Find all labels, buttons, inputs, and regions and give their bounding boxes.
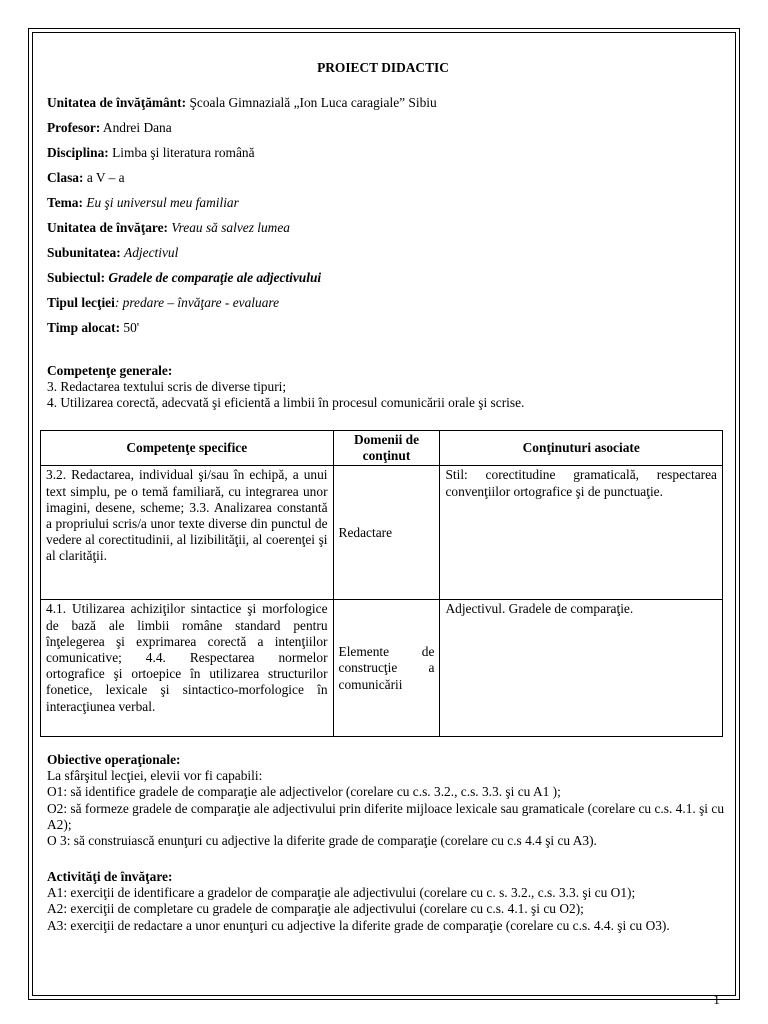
- field-subiectul: Subiectul: Gradele de comparaţie ale adjectivului: [47, 270, 322, 285]
- table-header-row: [41, 431, 723, 466]
- table-header-continuturi: Conţinuturi asociate: [440, 431, 723, 466]
- obiective-operationale: Obiective operaţionale: La sfârşitul lecţiei, elevii vor fi capabili: O1: să identifice gradele de comparaţie ale adjectivelor (corelare cu c.s. 3.2., c.s. 3.3. şi cu A1 ); O2: să formeze gradele de comparaţie ale adjectivului prin diferite mijloace lexicale sau gramaticale (corelare cu c.s. 4.1. şi cu A2); O 3: să construiască enunţuri cu adjective la diferite grade de comparaţie (corelare cu c.s 4.4 şi cu A3).: [47, 752, 725, 849]
- table-header-domenii: Domenii de conţinut: [333, 431, 440, 466]
- field-timp: Timp alocat: 50': [47, 320, 140, 335]
- table-cell-domeniu: Redactare: [333, 466, 440, 600]
- field-profesor: Profesor: Andrei Dana: [47, 120, 172, 135]
- table-cell-competente: 4.1. Utilizarea achiziţilor sintactice şi morfologice de bază ale limbii române standard pentru înţelegerea şi exprimarea corectă a intenţiilor comunicative; 4.4. Respectarea normelor ortografice şi ortoepice în utilizarea structurilor fonetice, lexicale şi sintactico-morfologice în interacţiunea verbal.: [41, 600, 334, 737]
- table-cell-continuturi: Stil: corectitudine gramaticală, respectarea convenţiilor ortografice şi de punctuaţie.: [440, 466, 723, 600]
- table-row: [41, 600, 723, 737]
- field-unitatea: Unitatea de învăţământ: Şcoala Gimnazială „Ion Luca caragiale” Sibiu: [47, 95, 437, 110]
- field-unitatea-invatare: Unitatea de învăţare: Vreau să salvez lumea: [47, 220, 290, 235]
- field-clasa: Clasa: a V – a: [47, 170, 125, 185]
- competente-generale: Competenţe generale: 3. Redactarea textului scris de diverse tipuri; 4. Utilizarea corectă, adecvată şi eficientă a limbii în procesul comunicării orale şi scrise.: [47, 363, 525, 411]
- table-row: [41, 466, 723, 600]
- document-title: PROIECT DIDACTIC: [317, 60, 449, 75]
- page-number: 1: [713, 992, 720, 1007]
- table-cell-domeniu: Elemente de construcţie a comunicării: [333, 600, 440, 737]
- field-subunitatea: Subunitatea: Adjectivul: [47, 245, 179, 260]
- competente-table: [40, 430, 723, 737]
- activitati-invatare: Activităţi de învăţare: A1: exerciţii de identificare a gradelor de comparaţie ale adjectivului (corelare cu c. s. 3.2., c.s. 3.3. şi cu O1); A2: exerciţii de completare cu gradele de comparaţie ale adjectivului (corelare cu c.s. 4.1. şi cu O2); A3: exerciţii de redactare a unor enunţuri cu adjective la diferite grade de comparaţie (corelare cu c.s. 4.4. şi cu O3).: [47, 869, 670, 933]
- field-disciplina: Disciplina: Limba şi literatura română: [47, 145, 255, 160]
- table-cell-continuturi: Adjectivul. Gradele de comparaţie.: [440, 600, 723, 737]
- field-tema: Tema: Eu şi universul meu familiar: [47, 195, 239, 210]
- field-tipul: Tipul lecţiei: predare – învăţare - evaluare: [47, 295, 280, 310]
- table-header-competente: Competenţe specifice: [41, 431, 334, 466]
- table-cell-competente: 3.2. Redactarea, individual şi/sau în echipă, a unui text simplu, pe o temă familiară, cu integrarea unor imagini, desene, scheme; 3.3. Analizarea constantă a propriului scris/a unor texte diverse din punctul de vedere al corectitudinii, al lizibilităţii, al coerenţei şi al clarităţii.: [41, 466, 334, 600]
